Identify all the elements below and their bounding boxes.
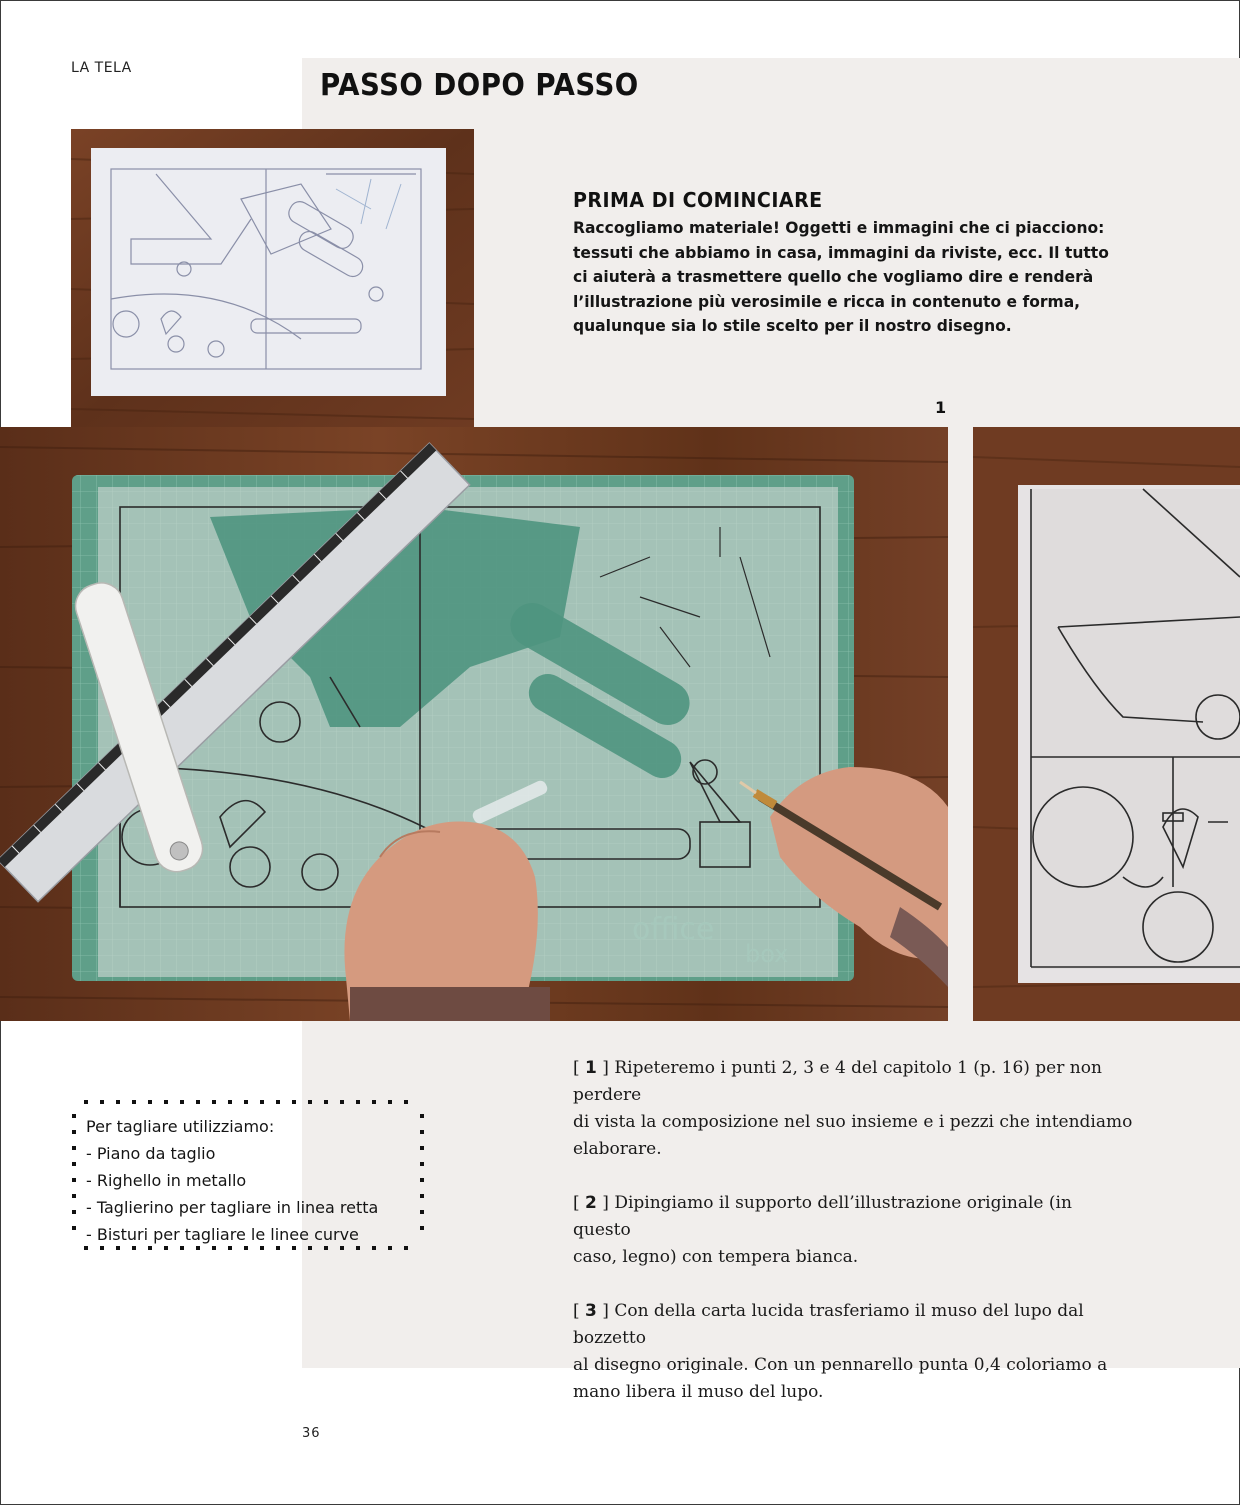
mat-brand-text: box [745,940,789,968]
page-number: 36 [302,1426,321,1441]
sketch-photo [71,129,474,427]
step-line: [ 1 ] Ripeteremo i punti 2, 3 e 4 del capitolo 1 (p. 16) per non perdere [573,1058,1102,1105]
intro-line: Raccogliamo materiale! Oggetti e immagini che ci piacciono: [573,218,1105,237]
steps-list [573,1055,1133,1433]
intro-heading: PRIMA DI COMINCIARE [573,188,823,212]
step-line: di vista la composizione nel suo insieme e i pezzi che intendiamo [573,1112,1133,1132]
tips-item: - Taglierino per tagliare in linea retta [86,1198,379,1217]
step-3 [573,1298,1133,1406]
intro-text [573,216,1126,339]
tips-title: Per tagliare utilizziamo: [86,1117,275,1136]
mat-brand-text: office [632,912,715,947]
step-2 [573,1190,1133,1271]
tips-item: - Righello in metallo [86,1171,247,1190]
tips-item: - Piano da taglio [86,1144,216,1163]
section-label: LA TELA [71,60,132,76]
figure-label: 1 [935,398,947,417]
painted-board-photo [973,427,1240,1021]
intro-line: ci aiuterà a trasmettere quello che vogliamo dire e renderà [573,267,1094,286]
step-number: 1 [585,1058,597,1078]
step-line: caso, legno) con tempera bianca. [573,1247,859,1267]
step-line: al disegno originale. Con un pennarello punta 0,4 coloriamo a [573,1355,1108,1375]
intro-line: l’illustrazione più verosimile e ricca in contenuto e forma, [573,291,1081,311]
step-number: 3 [585,1301,597,1321]
tips-item: - Bisturi per tagliare le linee curve [86,1225,359,1244]
step-1 [573,1055,1133,1163]
cutting-mat-photo [0,427,948,1021]
intro-line: qualunque sia lo stile scelto per il nostro disegno. [573,316,1012,335]
page-title: PASSO DOPO PASSO [320,68,639,103]
tips-list [86,1113,378,1248]
step-line: [ 2 ] Dipingiamo il supporto dell’illustrazione originale (in questo [573,1193,1072,1240]
step-line: mano libera il muso del lupo. [573,1382,824,1402]
step-line: elaborare. [573,1139,662,1159]
step-number: 2 [585,1193,597,1213]
intro-line: tessuti che abbiamo in casa, immagini da riviste, ecc. Il tutto [573,242,1109,262]
step-line: [ 3 ] Con della carta lucida trasferiamo il muso del lupo dal bozzetto [573,1301,1084,1348]
